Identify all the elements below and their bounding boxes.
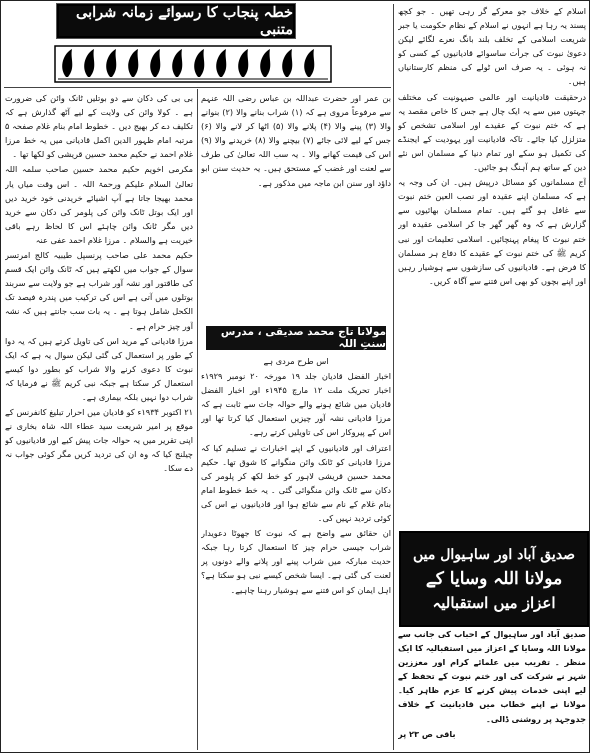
masthead-rule bbox=[4, 87, 391, 88]
left-paragraph: مرزا قادیانی کے مرید اس کی تاویل کرتے ہیں کہ یہ دوا کے طور پر استعمال کی گئی لیکن سوال یہ ہے کہ ایک نبوت کا دعوی کرنے والا شراب کو بطور دوا کیسے استعمال کر سکتا ہے جبکہ نبی کریم ﷺ نے فرمایا کہ شراب دوا نہیں بلکہ بیماری ہے۔ bbox=[5, 335, 193, 402]
reception-line-3: اعزاز میں استقبالیہ bbox=[432, 594, 556, 612]
hadith-paragraph: بن عمر اور حضرت عبداللہ بن عباس رضی اللہ عنہم سے مرفوعاً مروی ہے کہ (۱) شراب بنانے والا (۲) بنوانے والا (۳) پینے والا (۴) پلانے والا (۵) اٹھا کر لانے والا (۶) جس کے لیے لائی جائے (۷) بیچنے والا (۸) خریدنے والا (۹) اس کی قیمت کھانے والا ۔ یہ سب اللہ تعالیٰ کی طرف سے لعنت اور غضب کے مستحق ہیں۔ یہ حدیث سنن ابو داؤد اور سنن ابن ماجہ میں مذکور ہے۔ bbox=[201, 93, 391, 188]
reception-caption bbox=[398, 627, 586, 749]
left-column bbox=[5, 91, 193, 750]
left-paragraph: ۲۱ اکتوبر ۱۹۳۴ء کو قادیان میں احرار تبلیغ کانفرنس کے موقع پر امیر شریعت سید عطاء اللہ شاہ بخاری نے اپنی تقریر میں یہ حوالہ جات پیش کیے اور قادیانیوں کو چیلنج کیا کہ وہ ان کی تردید کریں مگر کوئی جواب نہ دے سکا۔ bbox=[5, 407, 193, 474]
left-paragraph: مکرمی اخویم حکیم محمد حسین صاحب سلمہ اللہ تعالیٰ السلام علیکم ورحمۃ اللہ ۔ اس وقت میاں یار محمد بھیجا جاتا ہے آپ اشیائے خریدنی خود خرید دیں اور ایک بوتل ٹانک وائن کی پلومر کی دکان سے خرید دیں مگر ٹانک وائن چاہئے اس کا لحاظ رہے باقی خیریت ہے والسلام ۔ مرزا غلام احمد عفی عنہ bbox=[5, 164, 193, 245]
column-divider bbox=[393, 4, 394, 750]
reception-headline-box bbox=[399, 531, 589, 627]
right-column-paragraph: درحقیقت قادیانیت اور عالمی صیہونیت کی مختلف جہتوں میں سے یہ ایک چال ہے جس کا خاص مقصد یہ ہے کہ ختم نبوت کے عقیدے اور اسلامی تشخص کو متزلزل کیا جائے۔ تاکہ قادیانیت اور یہودیت کے ایجنڈے کی تکمیل ہو سکے اور تمام دنیا کے مسلمان اس نئے دین کے ساتھ ہم آہنگ ہو جائیں۔ bbox=[398, 91, 586, 173]
left-paragraph: بی بی کی دکان سے دو بوتلیں ٹانک وائن کی ضرورت ہے ۔ کولا وائن کی ولایت کے لیے آٹھ گذارش ہے کہ تکلیف دے کر بھیج دیں ۔ خطوط امام بنام غلام صفحہ ۵ مرتبہ امام ظہور الدین اکمل قادیانی میں یہ خط مرزا غلام احمد نے حکیم محمد حسین قریشی کو لکھا تھا ۔ bbox=[5, 93, 193, 160]
author-byline bbox=[206, 326, 386, 350]
author-name: مولانا تاج محمد صدیقی ، مدرس سنتِ اللہ bbox=[220, 326, 386, 350]
reception-line-2: مولانا اللہ وسایا کے bbox=[425, 569, 563, 589]
article-title: خطہ پنجاب کا رسوائے زمانہ شرابی متنبی bbox=[57, 4, 295, 38]
middle-paragraph: ان حقائق سے واضح ہے کہ نبوت کا جھوٹا دعویدار شراب جیسی حرام چیز کا استعمال کرتا رہا جبکہ حدیث مبارکہ میں شراب پینے اور پلانے والے دونوں پر لعنت کی گئی ہے۔ ایسا شخص کیسے نبی ہو سکتا ہے؟ اہل ایمان کو اس فتنے سے ہوشیار رہنا چاہیے۔ bbox=[201, 528, 391, 595]
reception-line-1: صدیق آباد اور ساہیوال میں bbox=[412, 547, 576, 563]
column-divider bbox=[197, 89, 198, 750]
left-paragraph: حکیم محمد علی صاحب پرنسپل طیبیہ کالج امرتسر سوال کے جواب میں لکھتے ہیں کہ ٹانک وائن ایک قسم کی طاقتور اور نشہ آور شراب ہے جو ولایت سے سربند بوتلوں میں آتی ہے اس کی ترکیب میں پندرہ فیصد تک الکحل شامل ہوتا ہے ۔ یہ بات سب جانتے ہیں کہ نشہ آور چیز حرام ہے ۔ bbox=[5, 250, 193, 331]
middle-column-body bbox=[201, 354, 391, 750]
middle-subline: اس طرح مردی ہے bbox=[263, 356, 329, 366]
right-column-paragraph: آج مسلمانوں کو مسائل درپیش ہیں۔ ان کی وجہ یہ ہے کہ مسلمان اپنے عقیدہ اور نصب العین ختم نبوت سے غافل ہو گئے ہیں۔ تمام مسلمان بھائیوں سے گزارش ہے کہ وہ گھر گھر جا کر اسلامی عقیدہ اور ختم نبوت کا پیغام پہنچائیں۔ اسلامی تعلیمات اور نبی کریم ﷺ کی ختم نبوت کے عقیدے کا دفاع ہر مسلمان کا فرض ہے۔ قادیانیوں کی سازشوں سے ہوشیار رہیں اور اپنے بچوں کو بھی اس فتنے سے آگاہ کریں۔ bbox=[398, 177, 586, 286]
middle-column-top bbox=[201, 91, 391, 311]
middle-paragraph: اخبار الفضل قادیان جلد ۱۹ مورخہ ۲۰ نومبر ۱۹۲۹ء اخبار تحریک ملت ۱۲ مارچ ۱۹۴۵ء اور اخبار الفضل قادیان میں شائع ہونے والے حوالہ جات سے ثابت ہے کہ مرزا قادیانی نشہ آور چیزیں استعمال کیا کرتا تھا اور اس کے پیروکار اس کی تاویلیں کرتے رہے۔ bbox=[201, 371, 391, 438]
right-column-intro: اسلام کے خلاف جو معرکے گر رہی تھیں ۔ جو کچھ پسند یہ رہا ہے انہوں نے اسلام کے نظام حکومت یا جبر شریعت اسلامی کے تخلف بلند بانگ نعرے لگائے لیکن دعویٰ نبوت کی جرأت ساسوائے قادیانیوں کے کسی کو نہ ہوئی ۔ یہ صرف اس ٹولے کی منظم کارستانیاں ہیں۔ bbox=[398, 6, 586, 87]
caption-text: صدیق آباد اور ساہیوال کے احباب کی جانب سے مولانا اللہ وسایا کے اعزاز میں استقبالیہ کا ایک منظر ۔ تقریب میں علمائے کرام اور معززین شہر نے شرکت کی اور ختم نبوت کے تحفظ کے لیے اپنی خدمات پیش کرنے کا عزم ظاہر کیا۔ مولانا نے اپنے خطاب میں قادیانیت کے خلاف جدوجہد پر روشنی ڈالی۔ bbox=[398, 629, 586, 724]
leaf-scroll-ornament-icon bbox=[54, 45, 332, 83]
right-column bbox=[398, 4, 586, 530]
continued-note: باقی ص ۲۳ پر bbox=[398, 728, 456, 739]
middle-paragraph: اعتراف اور قادیانیوں کے اپنے اخبارات نے تسلیم کیا کہ مرزا قادیانی کو ٹانک وائن منگوانے کا شوق تھا۔ حکیم محمد حسین قریشی لاہور کو خط لکھ کر پلومر کی دکان سے ٹانک وائن منگوائی گئی ۔ یہ خط خطوط امام بنام غلام کے نام سے شائع ہوا اور قادیانیوں نے اس کی کوئی تردید نہیں کی۔ bbox=[201, 442, 391, 524]
